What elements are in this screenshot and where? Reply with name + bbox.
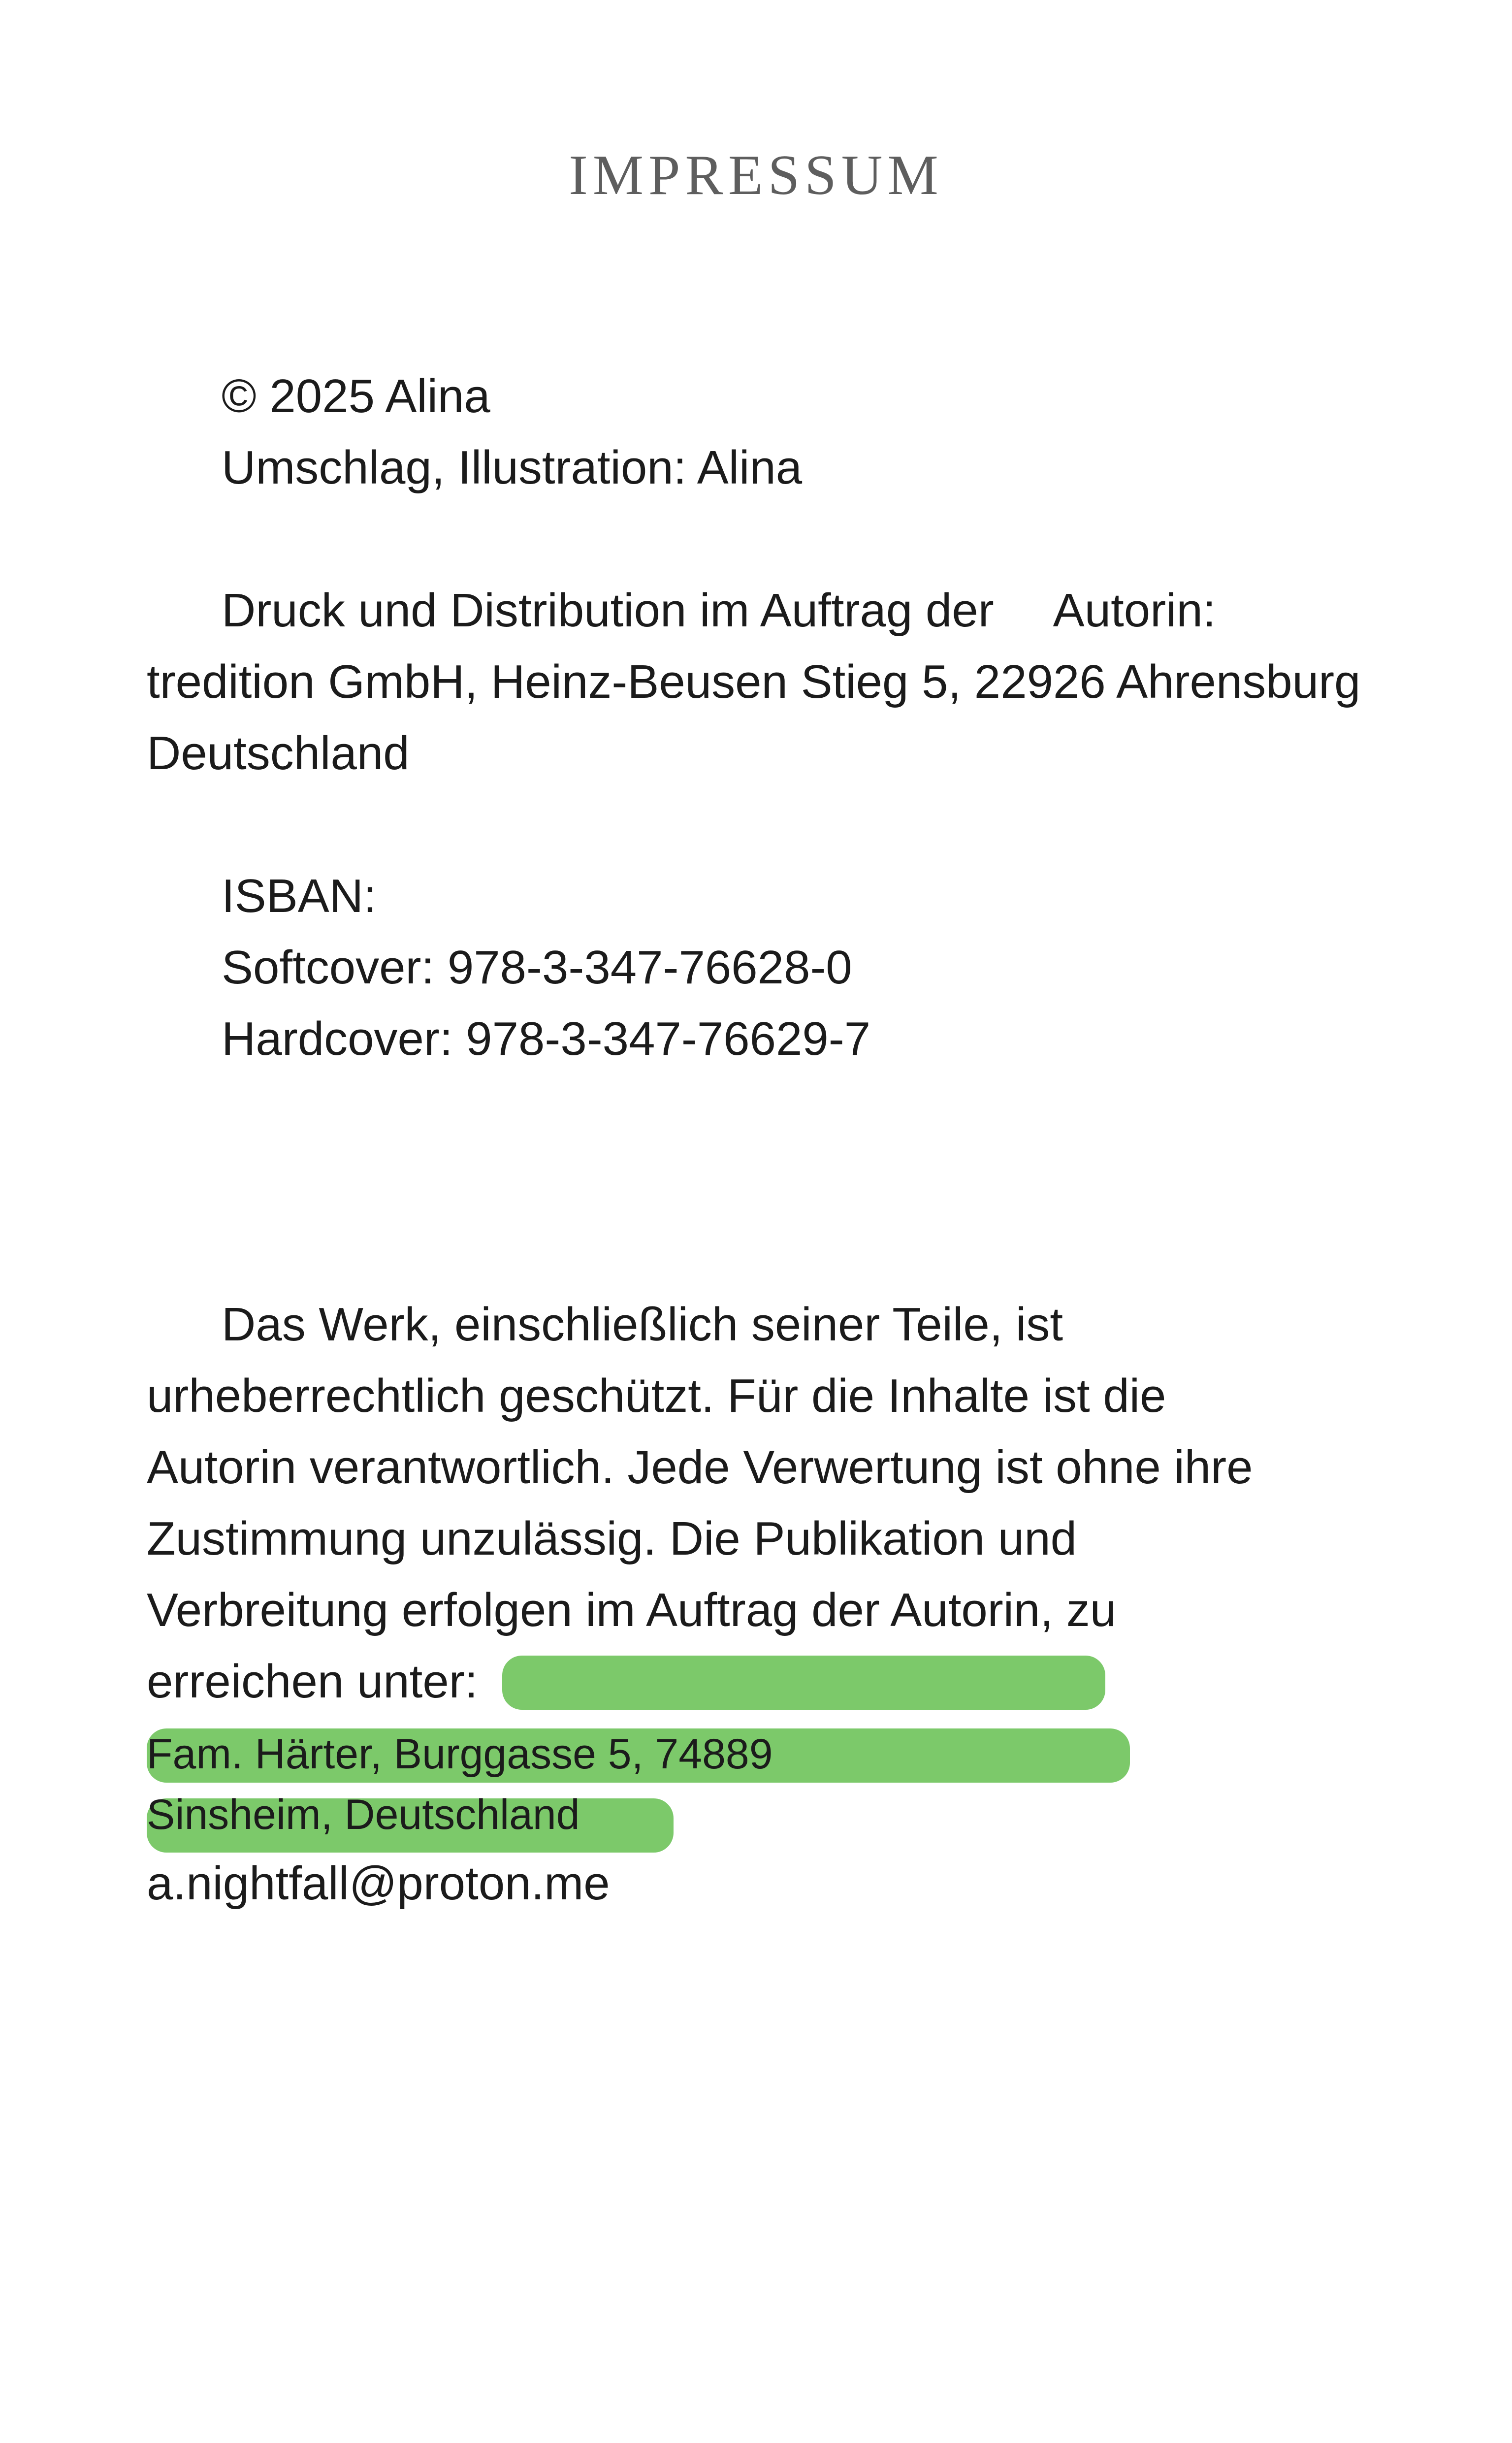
- legal-line-1: Das Werk, einschließlich seiner Teile, ist: [222, 1298, 1063, 1351]
- hardcover-isbn: Hardcover: 978-3-347-76629-7: [222, 1012, 871, 1065]
- copyright-line: © 2025 Alina: [222, 370, 490, 423]
- softcover-isbn: Softcover: 978-3-347-76628-0: [222, 941, 852, 994]
- print-line-3: Deutschland: [147, 727, 410, 780]
- contact-email: a.nightfall@proton.me: [147, 1857, 610, 1910]
- print-line-1b: Autorin:: [1053, 584, 1216, 637]
- legal-line-5: Verbreitung erfolgen im Auftrag der Autorin, zu: [147, 1584, 1117, 1636]
- page-title: IMPRESSUM: [569, 144, 943, 207]
- print-line-1a: Druck und Distribution im Auftrag der: [222, 584, 994, 637]
- isban-label: ISBAN:: [222, 870, 377, 922]
- cover-credit-line: Umschlag, Illustration: Alina: [222, 441, 803, 494]
- legal-line-4: Zustimmung unzulässig. Die Publikation und: [147, 1512, 1077, 1565]
- legal-line-3: Autorin verantwortlich. Jede Verwertung ist ohne ihre: [147, 1441, 1253, 1494]
- legal-line-6: erreichen unter:: [147, 1655, 478, 1708]
- legal-line-2: urheberrechtlich geschützt. Für die Inhalte ist die: [147, 1369, 1166, 1422]
- contact-address-2: Sinsheim, Deutschland: [147, 1791, 580, 1838]
- contact-address-1: Fam. Härter, Burggasse 5, 74889: [147, 1730, 773, 1778]
- print-line-2: tredition GmbH, Heinz-Beusen Stieg 5, 22926 Ahrensburg: [147, 655, 1361, 708]
- print-line-1: [222, 581, 1216, 640]
- highlight-mark-1: [502, 1656, 1105, 1710]
